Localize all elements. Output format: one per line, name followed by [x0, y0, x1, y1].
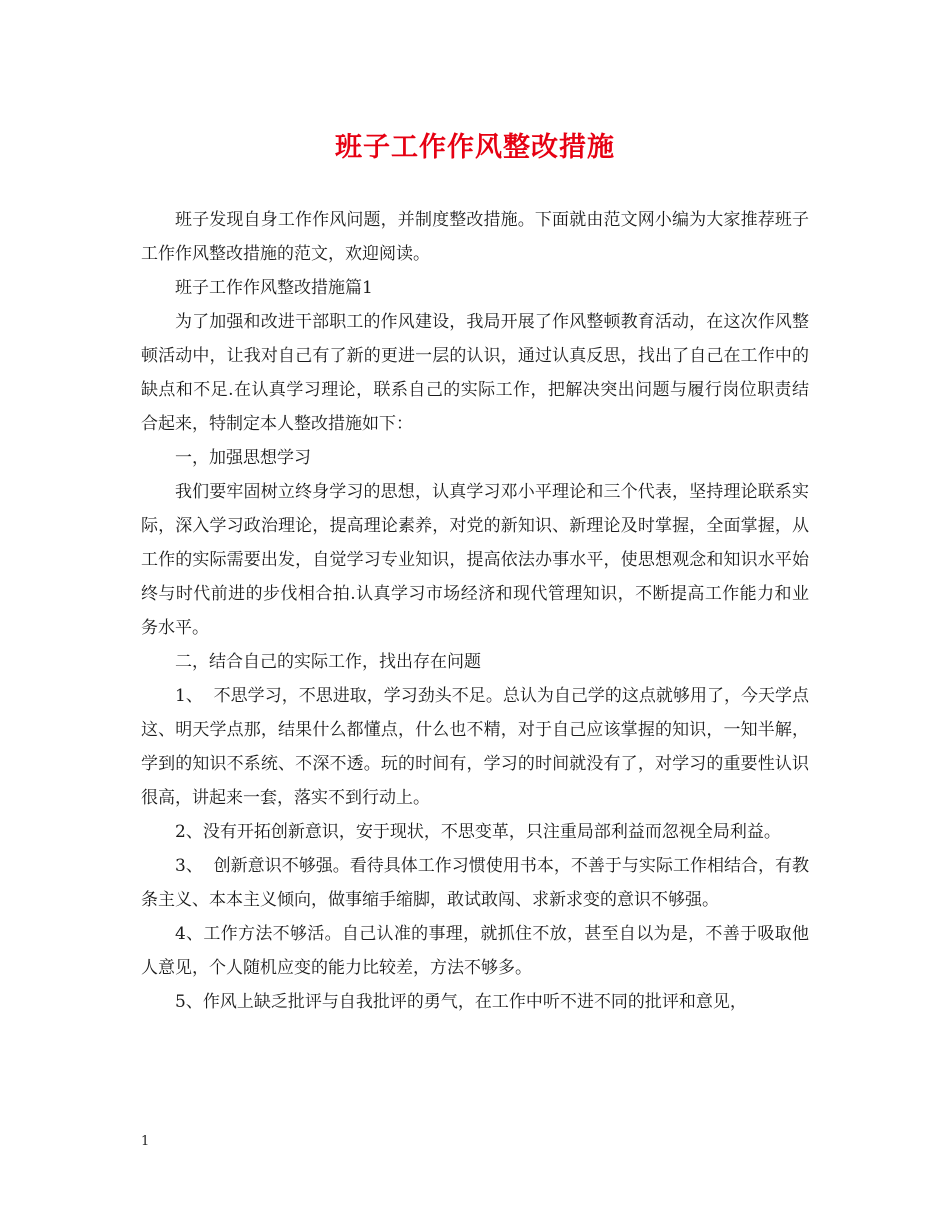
paragraph-item-3: 3、 创新意识不够强。看待具体工作习惯使用书本，不善于与实际工作相结合，有教条主义、本本主义倾向，做事缩手缩脚，敢试敢闯、求新求变的意识不够强。	[141, 856, 809, 910]
page-number: 1	[141, 1134, 150, 1149]
paragraph-heading-1: 一，加强思想学习	[175, 448, 311, 468]
paragraph-intro: 班子发现自身工作作风问题，并制度整改措施。下面就由范文网小编为大家推荐班子工作作风整改措施的范文，欢迎阅读。	[141, 210, 809, 264]
paragraph-item-5: 5、作风上缺乏批评与自我批评的勇气，在工作中听不进不同的批评和意见，	[175, 992, 747, 1012]
paragraph-preamble: 为了加强和改进干部职工的作风建设，我局开展了作风整顿教育活动，在这次作风整顿活动中，让我对自己有了新的更进一层的认识，通过认真反思，找出了自己在工作中的缺点和不足.在认真学习理论，联系自己的实际工作，把解决突出问题与履行岗位职责结合起来，特制定本人整改措施如下：	[141, 312, 809, 434]
paragraph-item-4: 4、工作方法不够活。自己认准的事理，就抓住不放，甚至自以为是，不善于吸取他人意见，个人随机应变的能力比较差，方法不够多。	[141, 924, 809, 978]
paragraph-study: 我们要牢固树立终身学习的思想，认真学习邓小平理论和三个代表，坚持理论联系实际，深入学习政治理论，提高理论素养，对党的新知识、新理论及时掌握，全面掌握，从工作的实际需要出发，自觉学习专业知识，提高依法办事水平，使思想观念和知识水平始终与时代前进的步伐相合拍.认真学习市场经济和现代管理知识，不断提高工作能力和业务水平。	[141, 482, 809, 638]
paragraph-section-heading: 班子工作作风整改措施篇1	[175, 278, 373, 298]
paragraph-heading-2: 二，结合自己的实际工作，找出存在问题	[175, 652, 481, 672]
document-body	[141, 203, 809, 1019]
paragraph-item-2: 2、没有开拓创新意识，安于现状，不思变革，只注重局部利益而忽视全局利益。	[175, 822, 781, 842]
paragraph-item-1: 1、 不思学习，不思进取，学习劲头不足。总认为自己学的这点就够用了，今天学点这、明天学点那，结果什么都懂点，什么也不精，对于自己应该掌握的知识，一知半解，学到的知识不系统、不深不透。玩的时间有，学习的时间就没有了，对学习的重要性认识很高，讲起来一套，落实不到行动上。	[141, 686, 809, 808]
document-title: 班子工作作风整改措施	[335, 132, 615, 163]
